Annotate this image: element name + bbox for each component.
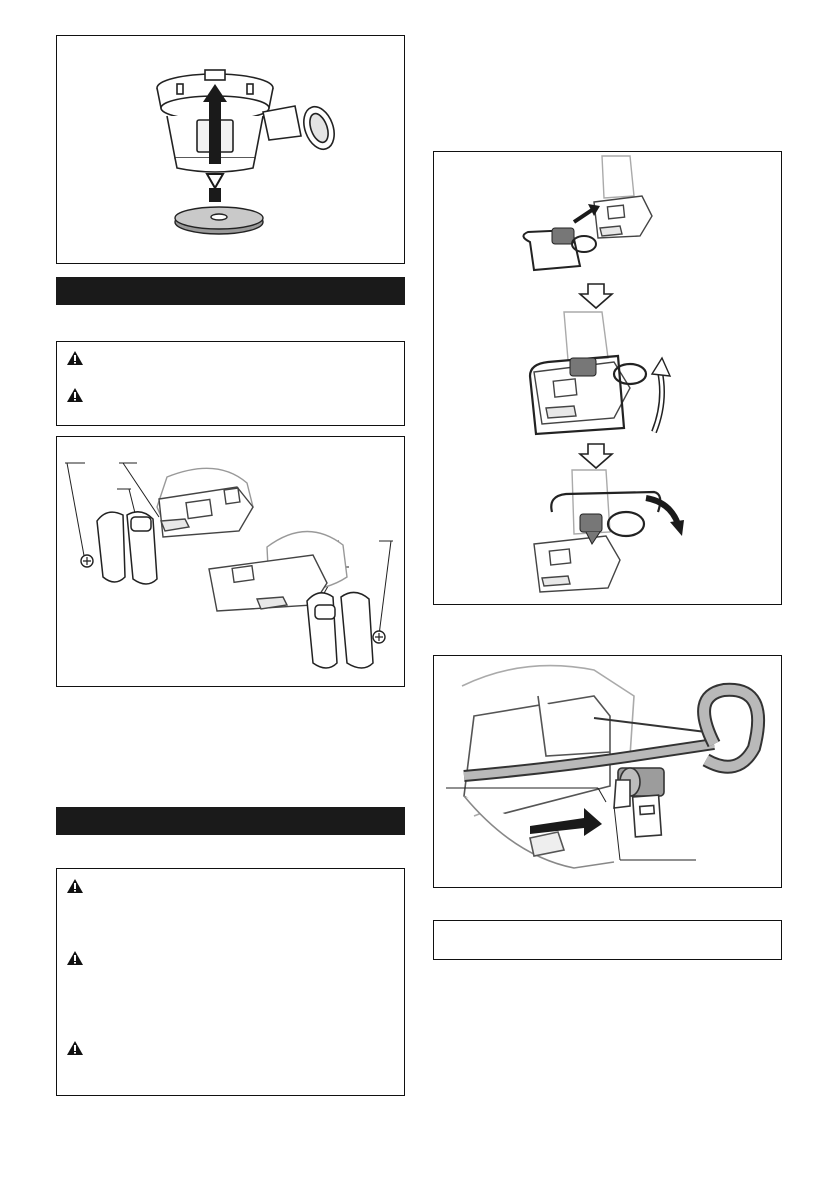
- warning-triangle-icon: [67, 879, 83, 893]
- caution-box: [56, 868, 405, 1096]
- figure-dust-cup: [56, 35, 405, 264]
- push-arrow: [530, 808, 602, 836]
- warning-triangle-icon: [67, 1041, 83, 1055]
- note-box: [433, 920, 782, 960]
- figure-hook-installation: [56, 436, 405, 687]
- filter-disc: [175, 207, 263, 234]
- warning-triangle-icon: [67, 351, 83, 365]
- hanger-closeup-illustration: [434, 656, 780, 886]
- figure-hanger-closeup: [433, 655, 782, 888]
- arrow-down: [207, 174, 223, 202]
- hook-installation-illustration: [57, 437, 403, 685]
- down-arrow: [580, 284, 612, 308]
- tool-hanger-steps-illustration: [434, 152, 780, 603]
- caution-box: [56, 341, 405, 426]
- figure-tool-hanger-steps: [433, 151, 782, 605]
- warning-triangle-icon: [67, 388, 83, 402]
- section-heading-bar: [56, 277, 405, 305]
- down-arrow: [580, 444, 612, 468]
- dust-cup-illustration: [57, 36, 403, 262]
- warning-triangle-icon: [67, 951, 83, 965]
- section-heading-bar: [56, 807, 405, 835]
- curved-arrow: [646, 498, 678, 524]
